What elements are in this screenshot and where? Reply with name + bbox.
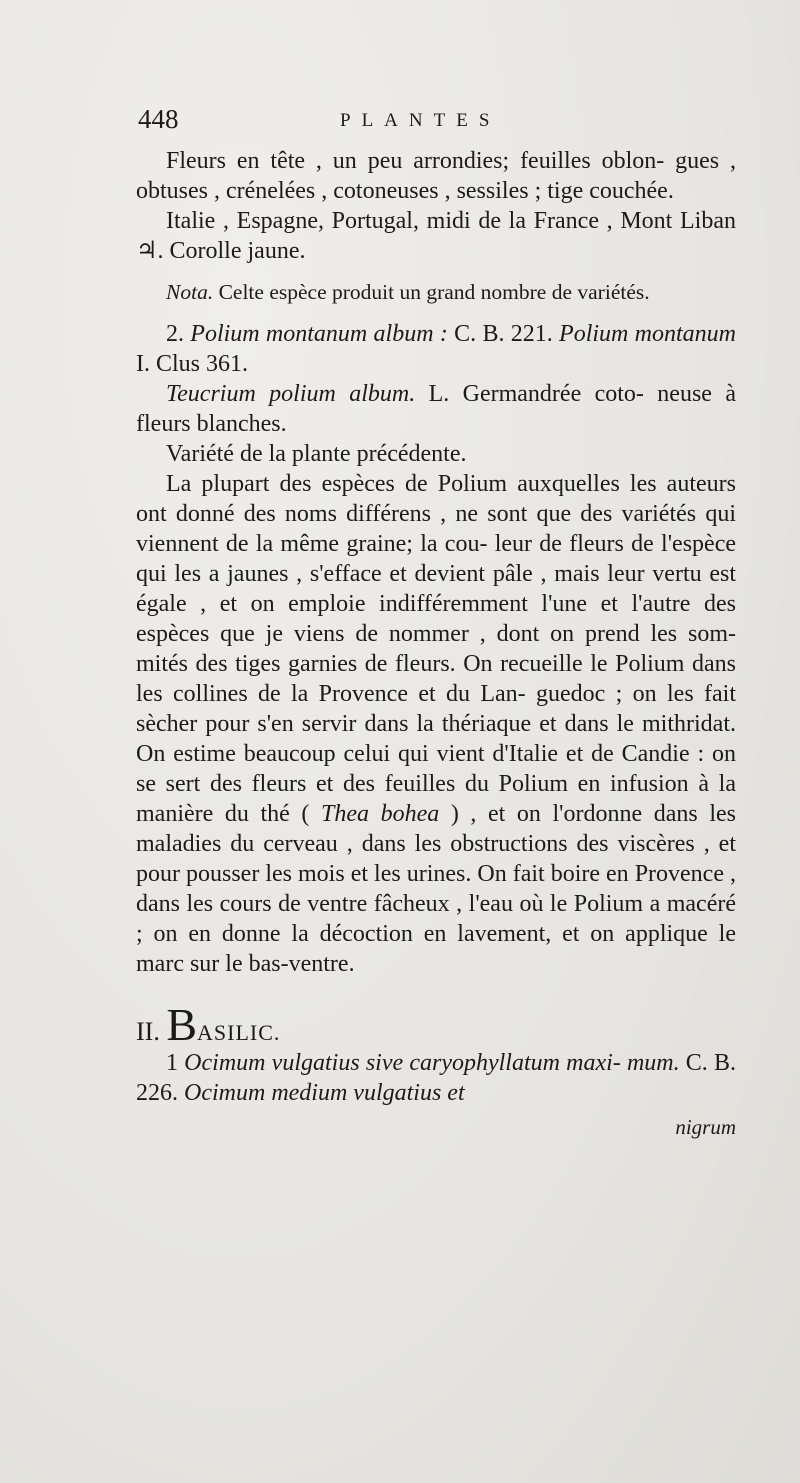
section-title-rest: ASILIC. xyxy=(197,1020,281,1045)
entry-2-variety: Variété de la plante précédente. xyxy=(166,441,467,467)
running-head: PLANTES xyxy=(340,110,501,131)
entry-2 xyxy=(136,319,736,379)
paragraph-uses xyxy=(136,469,736,979)
nota-paragraph xyxy=(136,279,736,305)
section-initial: B xyxy=(166,999,198,1050)
entry-2-ref-2: I. Clus 361. xyxy=(136,351,249,377)
entry-2-number: 2. xyxy=(166,321,184,347)
entry-2-name-2: Polium montanum xyxy=(552,321,737,347)
entry-2-ref: C. B. 221. xyxy=(447,321,553,347)
teucrium-name: Teucrium polium album. xyxy=(166,381,416,407)
entry-1 xyxy=(136,1048,736,1108)
nota-text: Celte espèce produit un grand nombre de variétés. xyxy=(213,280,650,304)
entry-1-name: Ocimum vulgatius sive caryophyllatum maxi- mum. xyxy=(178,1050,680,1076)
paragraph-description: Fleurs en tête , un peu arrondies; feuilles oblon- gues , obtuses , crénelées , cotoneuses , sessiles ; tige couchée. xyxy=(136,148,736,204)
section-heading xyxy=(136,999,736,1050)
page-number: 448 xyxy=(138,104,179,134)
nota-label: Nota. xyxy=(166,280,214,304)
teucrium-rest: L. Germandrée coto- neuse à fleurs blanches. xyxy=(136,381,736,437)
entry-2-name: Polium montanum album : xyxy=(184,321,448,347)
section-number: II. xyxy=(136,1017,160,1046)
uses-text-end: ) , et on l'ordonne dans les maladies du cerveau , dans les obstructions des viscères , et pour pousser les mois et les urines. On fait boire en Provence , dans les cours de ventre fâcheux , l'eau où le Polium a macéré ; on en donne la décoction en lavement, et on applique le marc sur le bas-ventre. xyxy=(136,801,736,977)
uses-text: La plupart des espèces de Polium auxquelles les auteurs ont donné des noms différens , ne sont que des variétés qui viennent de la même graine; la cou- leur de fleurs de l'espèce qui les a jaunes , s'efface et devient pâle , mais leur vertu est égale , et on emploie indifféremment l'une et l'autre des espèces que je viens de nommer , dont on prend les som- mités des tiges garnies de fleurs. On recueille le Polium dans les collines de la Provence et du Lan- guedoc ; on les fait sècher pour s'en servir dans la thériaque et dans le mithridat. On estime beaucoup celui qui vient d'Italie et de Candie : on se sert des fleurs et des feuilles du Polium en infusion à la manière du thé ( xyxy=(136,471,736,827)
catchword: nigrum xyxy=(675,1115,736,1139)
entry-2-synonym xyxy=(136,379,736,439)
page-header xyxy=(138,104,738,138)
entry-1-name-2: Ocimum medium vulgatius et xyxy=(178,1080,465,1106)
entry-1-number: 1 xyxy=(166,1050,178,1076)
page-text xyxy=(136,146,736,1142)
entry-1-ref: C. B. 226. xyxy=(136,1050,736,1106)
thea-bohea: Thea bohea xyxy=(309,801,451,827)
paragraph-habitat: Italie , Espagne, Portugal, midi de la France , Mont Liban ♃. Corolle jaune. xyxy=(136,208,736,264)
